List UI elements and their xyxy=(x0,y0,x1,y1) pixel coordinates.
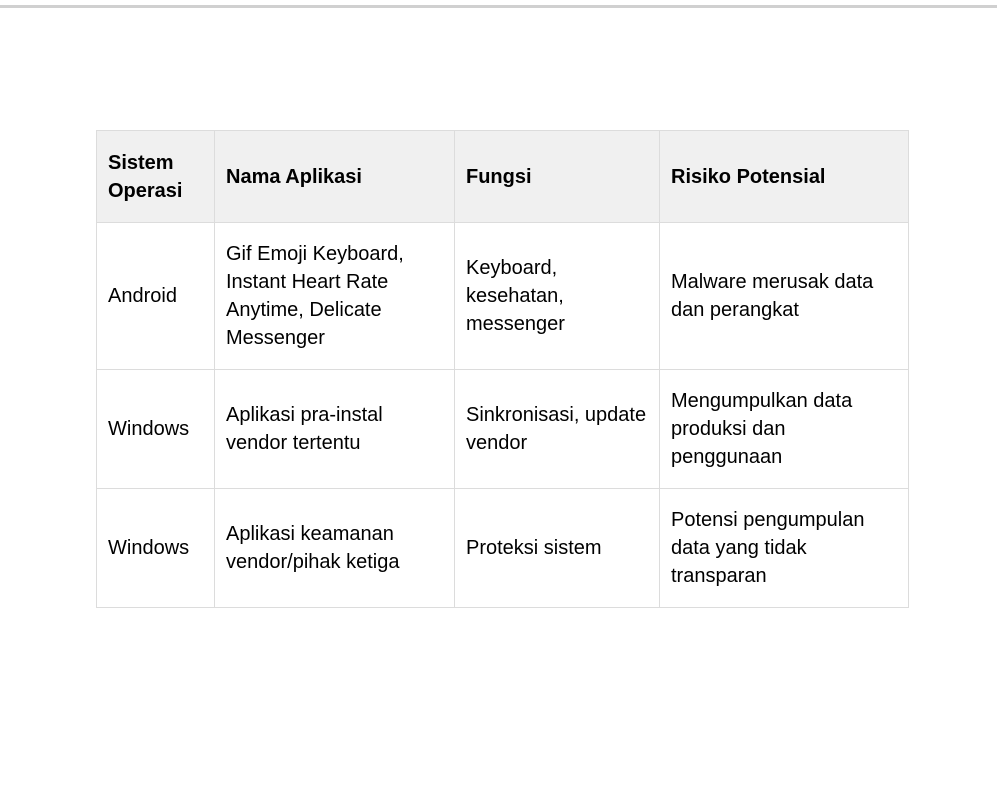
cell-risiko-potensial: Potensi pengumpulan data yang tidak transparan xyxy=(660,489,909,608)
table-row xyxy=(97,489,909,608)
cell-nama-aplikasi: Aplikasi keamanan vendor/pihak ketiga xyxy=(215,489,455,608)
top-divider xyxy=(0,0,997,8)
table-row xyxy=(97,370,909,489)
header-sistem-operasi: Sistem Operasi xyxy=(97,131,215,223)
header-fungsi: Fungsi xyxy=(455,131,660,223)
cell-nama-aplikasi: Gif Emoji Keyboard, Instant Heart Rate Anytime, Delicate Messenger xyxy=(215,223,455,370)
table-header-row xyxy=(97,131,909,223)
cell-nama-aplikasi: Aplikasi pra-instal vendor tertentu xyxy=(215,370,455,489)
header-nama-aplikasi: Nama Aplikasi xyxy=(215,131,455,223)
table-container xyxy=(96,130,909,608)
table-row xyxy=(97,223,909,370)
cell-fungsi: Proteksi sistem xyxy=(455,489,660,608)
cell-sistem-operasi: Android xyxy=(97,223,215,370)
cell-risiko-potensial: Mengumpulkan data produksi dan penggunaan xyxy=(660,370,909,489)
apps-risk-table xyxy=(96,130,909,608)
cell-sistem-operasi: Windows xyxy=(97,489,215,608)
header-risiko-potensial: Risiko Potensial xyxy=(660,131,909,223)
cell-fungsi: Keyboard, kesehatan, messenger xyxy=(455,223,660,370)
cell-sistem-operasi: Windows xyxy=(97,370,215,489)
cell-fungsi: Sinkronisasi, update vendor xyxy=(455,370,660,489)
cell-risiko-potensial: Malware merusak data dan perangkat xyxy=(660,223,909,370)
